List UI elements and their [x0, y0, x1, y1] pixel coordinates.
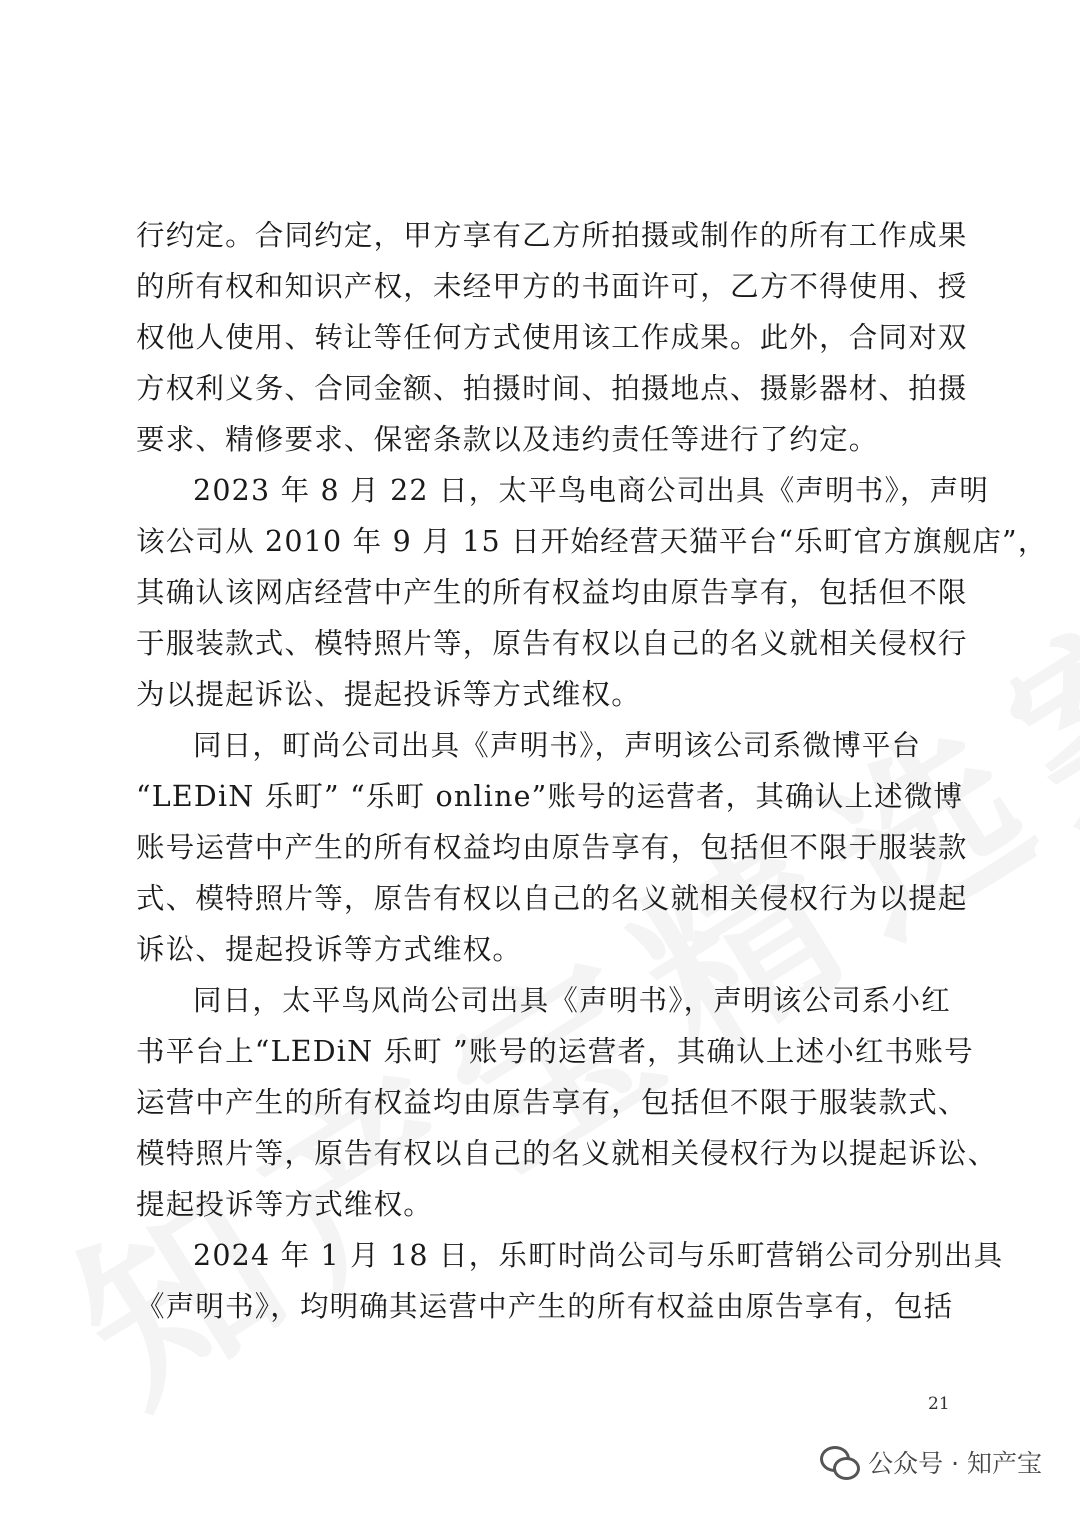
text-line: 《声明书》，均明确其运营中产生的所有权益由原告享有，包括: [136, 1290, 954, 1323]
text-line: 要求、精修要求、保密条款以及违约责任等进行了约定。: [136, 423, 879, 456]
footer-source: [820, 1444, 1042, 1480]
text-line: 模特照片等，原告有权以自己的名义就相关侵权行为以提起诉讼、: [136, 1137, 998, 1170]
text-line: “LEDiN 乐町” “乐町 online”账号的运营者，其确认上述微博: [136, 780, 964, 813]
text-line: 2024 年 1 月 18 日，乐町时尚公司与乐町营销公司分别出具: [193, 1239, 1004, 1272]
page-number: 21: [928, 1394, 950, 1414]
text-line: 运营中产生的所有权益均由原告享有，包括但不限于服装款式、: [136, 1086, 968, 1119]
text-line: 行约定。合同约定，甲方享有乙方所拍摄或制作的所有工作成果: [136, 219, 968, 252]
text-line: 2023 年 8 月 22 日，太平鸟电商公司出具《声明书》，声明: [193, 474, 990, 507]
wechat-icon: [820, 1446, 858, 1478]
text-line: 方权利义务、合同金额、拍摄时间、拍摄地点、摄影器材、拍摄: [136, 372, 968, 405]
text-line: 同日，町尚公司出具《声明书》，声明该公司系微博平台: [193, 729, 922, 762]
text-line: 提起投诉等方式维权。: [136, 1188, 434, 1221]
text-line: 权他人使用、转让等任何方式使用该工作成果。此外，合同对双: [136, 321, 968, 354]
text-line: 书平台上“LEDiN 乐町 ”账号的运营者，其确认上述小红书账号: [136, 1035, 974, 1068]
text-line: 于服装款式、模特照片等，原告有权以自己的名义就相关侵权行: [136, 627, 968, 660]
text-line: 为以提起诉讼、提起投诉等方式维权。: [136, 678, 641, 711]
text-line: 其确认该网店经营中产生的所有权益均由原告享有，包括但不限: [136, 576, 968, 609]
text-line: 诉讼、提起投诉等方式维权。: [136, 933, 523, 966]
text-line: 账号运营中产生的所有权益均由原告享有，包括但不限于服装款: [136, 831, 968, 864]
document-body: [136, 210, 1048, 1332]
text-line: 的所有权和知识产权，未经甲方的书面许可，乙方不得使用、授: [136, 270, 968, 303]
text-line: 该公司从 2010 年 9 月 15 日开始经营天猫平台“乐町官方旗舰店”，: [136, 525, 1048, 558]
footer-text: 公众号 · 知产宝: [868, 1449, 1042, 1478]
text-line: 式、模特照片等，原告有权以自己的名义就相关侵权行为以提起: [136, 882, 968, 915]
text-line: 同日，太平鸟风尚公司出具《声明书》，声明该公司系小红: [193, 984, 951, 1017]
